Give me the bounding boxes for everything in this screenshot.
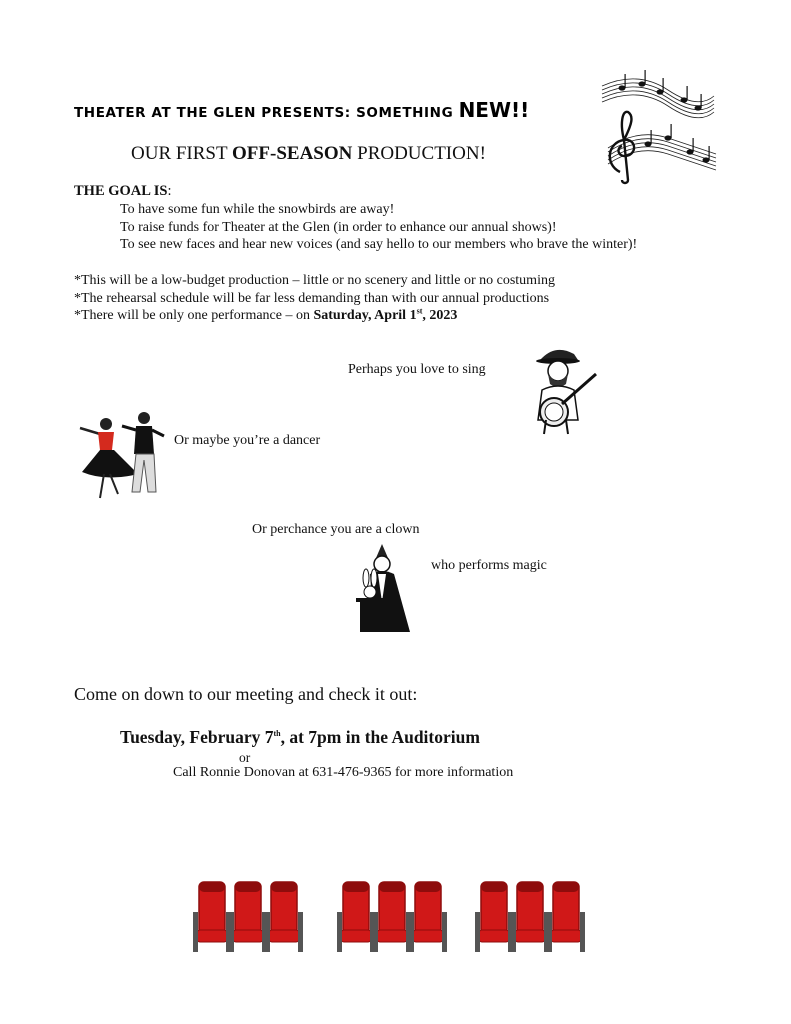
goal-heading	[74, 183, 172, 200]
performance-date-main: Saturday, April 1	[313, 308, 417, 323]
seat	[373, 882, 411, 952]
header-title-new: NEW!!	[458, 98, 530, 122]
seat	[475, 882, 513, 952]
goal-list	[120, 201, 637, 254]
or-text: or	[239, 750, 251, 765]
seat	[229, 882, 267, 952]
prompt-sing: Perhaps you love to sing	[348, 362, 486, 377]
note-item: *This will be a low-budget production – little or no scenery and little or no costuming	[74, 273, 555, 288]
meeting-date	[120, 727, 480, 748]
meeting-date-sup: th	[273, 729, 281, 739]
subtitle	[131, 143, 486, 165]
performance-date-sup: st	[416, 306, 423, 316]
meeting-date-main: Tuesday, February 7	[120, 727, 274, 747]
performance-date	[313, 308, 457, 323]
notes-list	[74, 272, 555, 325]
seat	[409, 882, 447, 952]
meeting-date-rest: , at 7pm in the Auditorium	[280, 727, 480, 747]
theater-seats-icon	[193, 876, 593, 960]
goal-item: To raise funds for Theater at the Glen (in order to enhance our annual shows)!	[120, 219, 557, 235]
performance-date-year: , 2023	[422, 308, 458, 323]
seat	[511, 882, 549, 952]
clown-magician-icon	[352, 542, 414, 636]
dancing-couple-icon	[76, 408, 168, 502]
seat	[337, 882, 375, 952]
header-title-prefix: THEATER AT THE GLEN PRESENTS: SOMETHING	[74, 105, 454, 121]
header-title	[74, 98, 529, 122]
call-info: Call Ronnie Donovan at 631-476-9365 for more information	[173, 765, 514, 780]
seat	[265, 882, 303, 952]
seat	[193, 882, 231, 952]
note-item: *The rehearsal schedule will be far less demanding than with our annual productions	[74, 290, 550, 306]
music-notes-icon	[598, 68, 720, 186]
seat	[547, 882, 585, 952]
subtitle-prefix: OUR FIRST	[131, 143, 228, 164]
prompt-dance: Or maybe you’re a dancer	[174, 433, 321, 448]
banjo-player-icon	[528, 340, 600, 436]
prompt-magic: who performs magic	[431, 558, 547, 573]
goal-item: To have some fun while the snowbirds are away!	[120, 202, 395, 217]
prompt-clown: Or perchance you are a clown	[252, 522, 420, 537]
goal-item: To see new faces and hear new voices (and say hello to our members who brave the winter)!	[120, 237, 638, 252]
subtitle-suffix: PRODUCTION!	[357, 143, 486, 164]
performance-prefix: *There will be only one performance – on	[74, 308, 310, 323]
goal-heading-bold: THE GOAL IS	[74, 183, 168, 199]
note-item-performance	[74, 307, 555, 325]
subtitle-bold: OFF-SEASON	[232, 143, 353, 164]
meeting-intro: Come on down to our meeting and check it out:	[74, 684, 418, 704]
goal-heading-colon: :	[167, 183, 172, 199]
